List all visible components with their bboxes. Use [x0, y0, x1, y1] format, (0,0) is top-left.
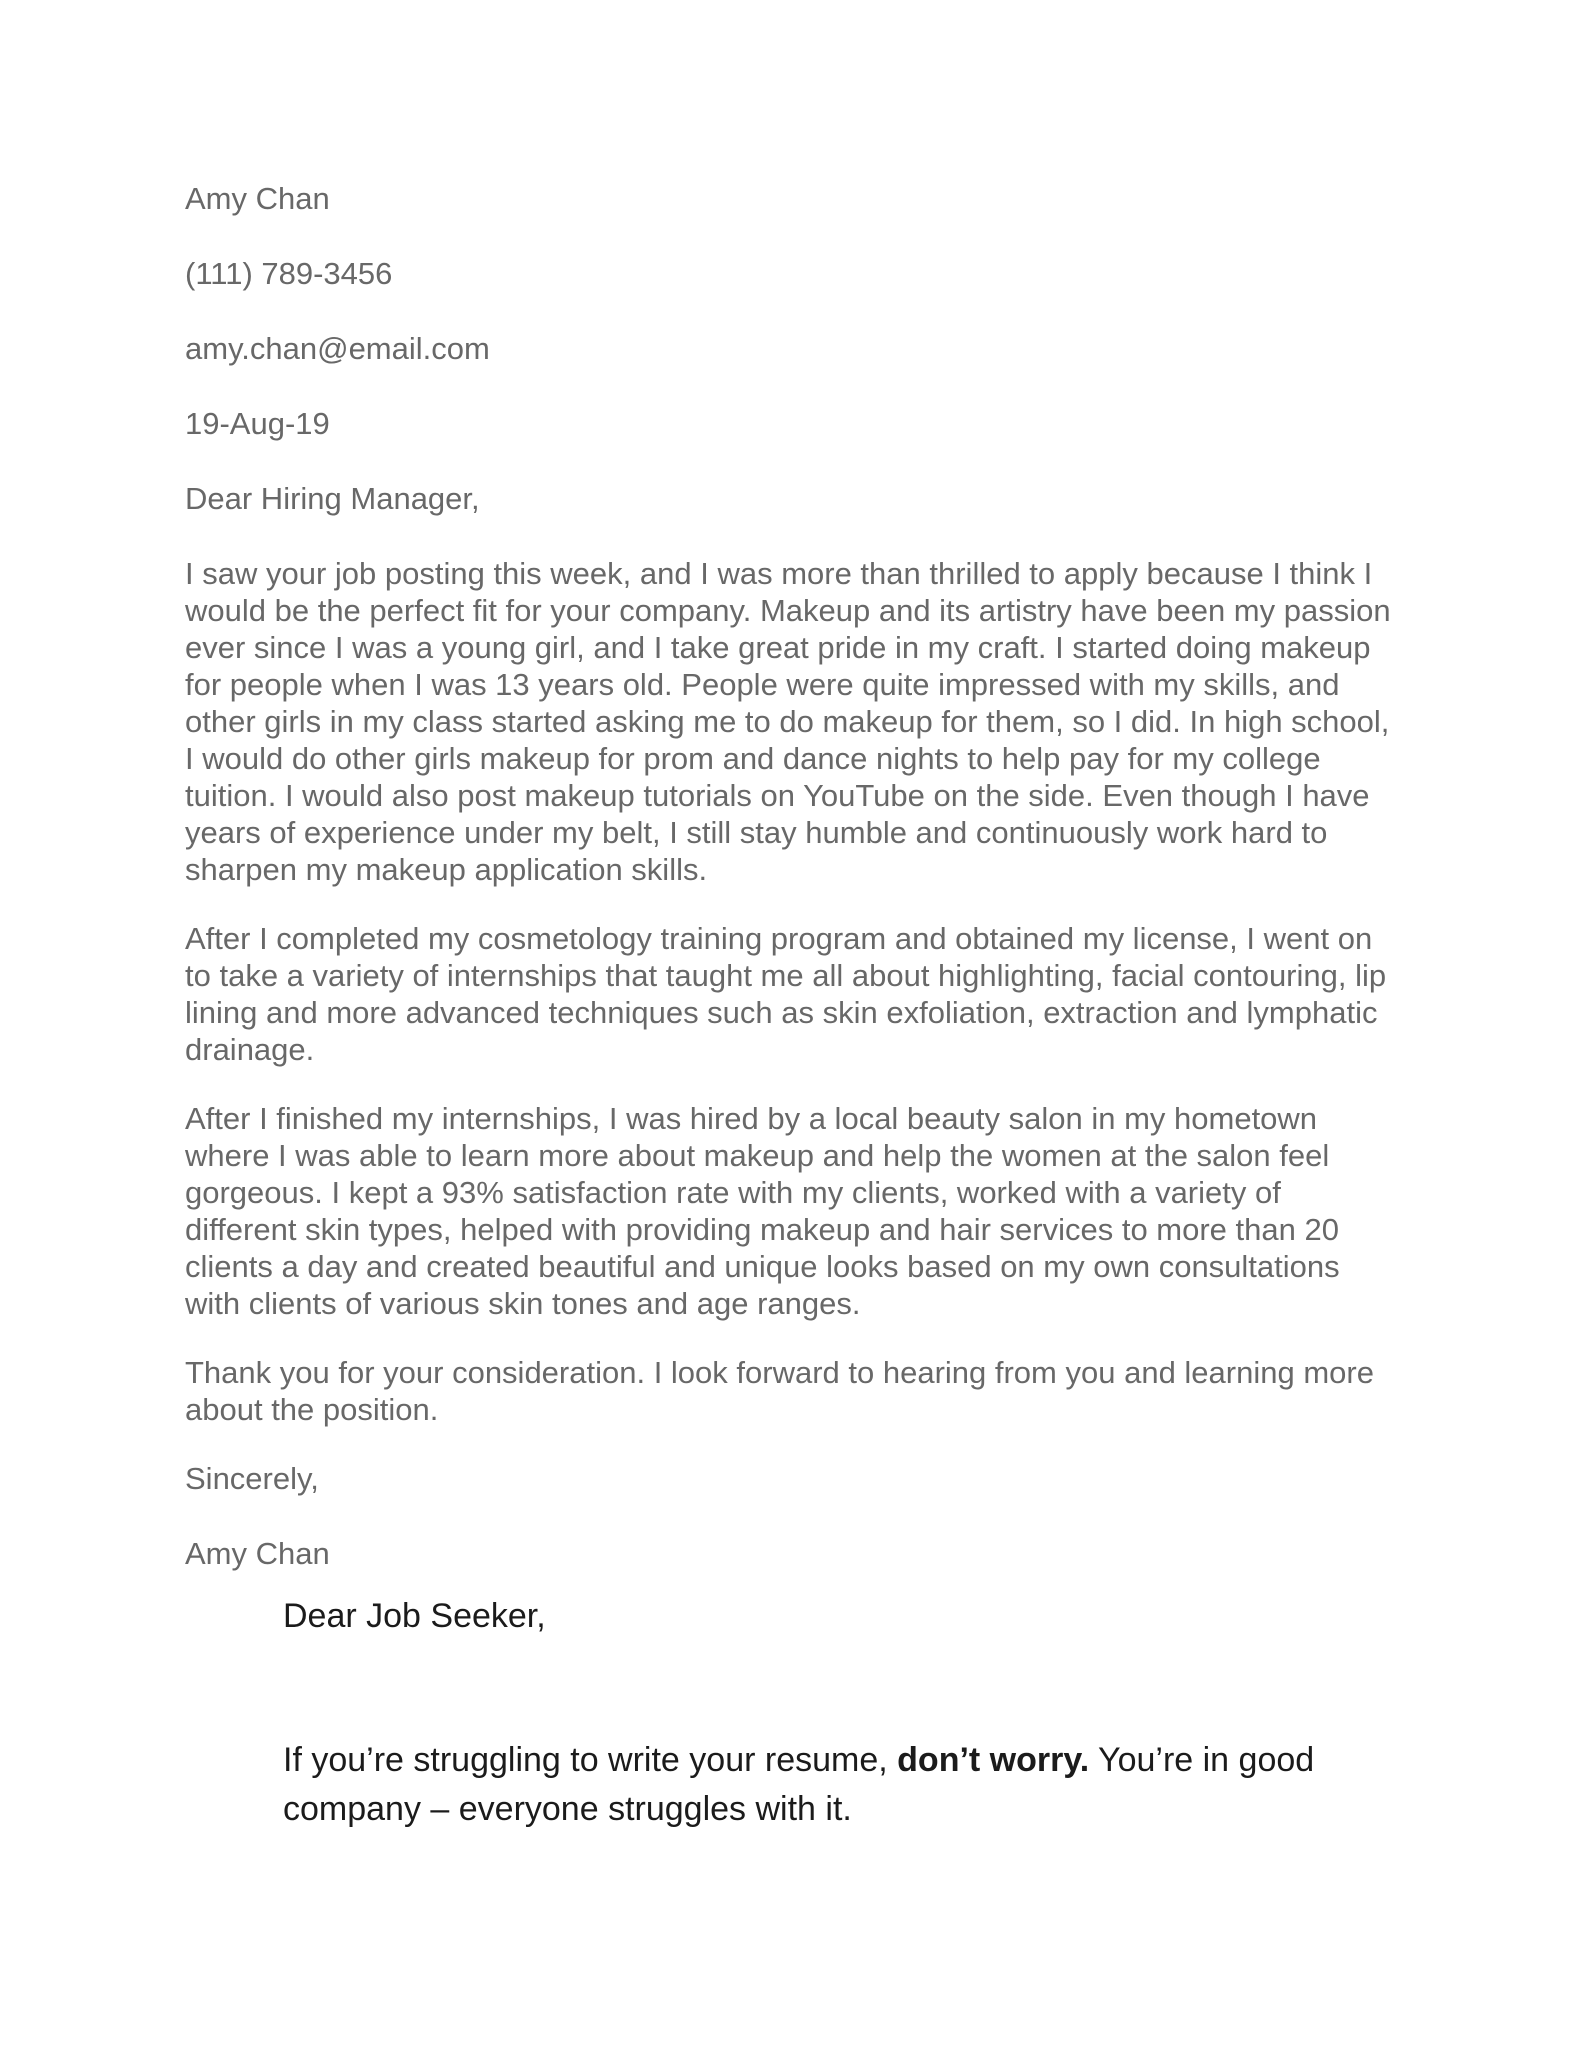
- letter-paragraph-4: Thank you for your consideration. I look forward to hearing from you and learning more about the position.: [185, 1355, 1374, 1427]
- sender-phone: (111) 789-3456: [185, 256, 393, 291]
- letter-closing: Sincerely,: [185, 1461, 319, 1496]
- commentary-salutation: Dear Job Seeker,: [283, 1597, 546, 1635]
- commentary-paragraph: [283, 1736, 1363, 1834]
- commentary-text-outro: You’re in good company – everyone struggles with it.: [283, 1741, 1315, 1828]
- sender-email: amy.chan@email.com: [185, 331, 490, 366]
- letter-salutation: Dear Hiring Manager,: [185, 481, 480, 516]
- sender-name: Amy Chan: [185, 181, 330, 216]
- letter-paragraph-1: I saw your job posting this week, and I was more than thrilled to apply because I think I would be the perfect fit for your company. Makeup and its artistry have been my passion ever since I was a young girl, and I take great pride in my craft. I started doing makeup for people when I was 13 years old. People were quite impressed with my skills, and other girls in my class started asking me to do makeup for them, so I did. In high school, I would do other girls makeup for prom and dance nights to help pay for my college tuition. I would also post makeup tutorials on YouTube on the side. Even though I have years of experience under my belt, I still stay humble and continuously work hard to sharpen my makeup application skills.: [185, 556, 1391, 887]
- letter-paragraph-2: After I completed my cosmetology training program and obtained my license, I went on to take a variety of internships that taught me all about highlighting, facial contouring, lip lining and more advanced techniques such as skin exfoliation, extraction and lymphatic drainage.: [185, 921, 1387, 1067]
- letter-paragraph-3: After I finished my internships, I was hired by a local beauty salon in my hometown where I was able to learn more about makeup and help the women at the salon feel gorgeous. I kept a 93% satisfaction rate with my clients, worked with a variety of different skin types, helped with providing makeup and hair services to more than 20 clients a day and created beautiful and unique looks based on my own consultations with clients of various skin tones and age ranges.: [185, 1101, 1340, 1321]
- commentary-text-intro: If you’re struggling to write your resume,: [283, 1741, 898, 1779]
- letter-date: 19-Aug-19: [185, 406, 330, 441]
- cover-letter: [185, 180, 1395, 1834]
- commentary-block: [283, 1592, 1363, 1834]
- commentary-text-bold: don’t worry.: [897, 1741, 1090, 1779]
- letter-signature: Amy Chan: [185, 1536, 330, 1571]
